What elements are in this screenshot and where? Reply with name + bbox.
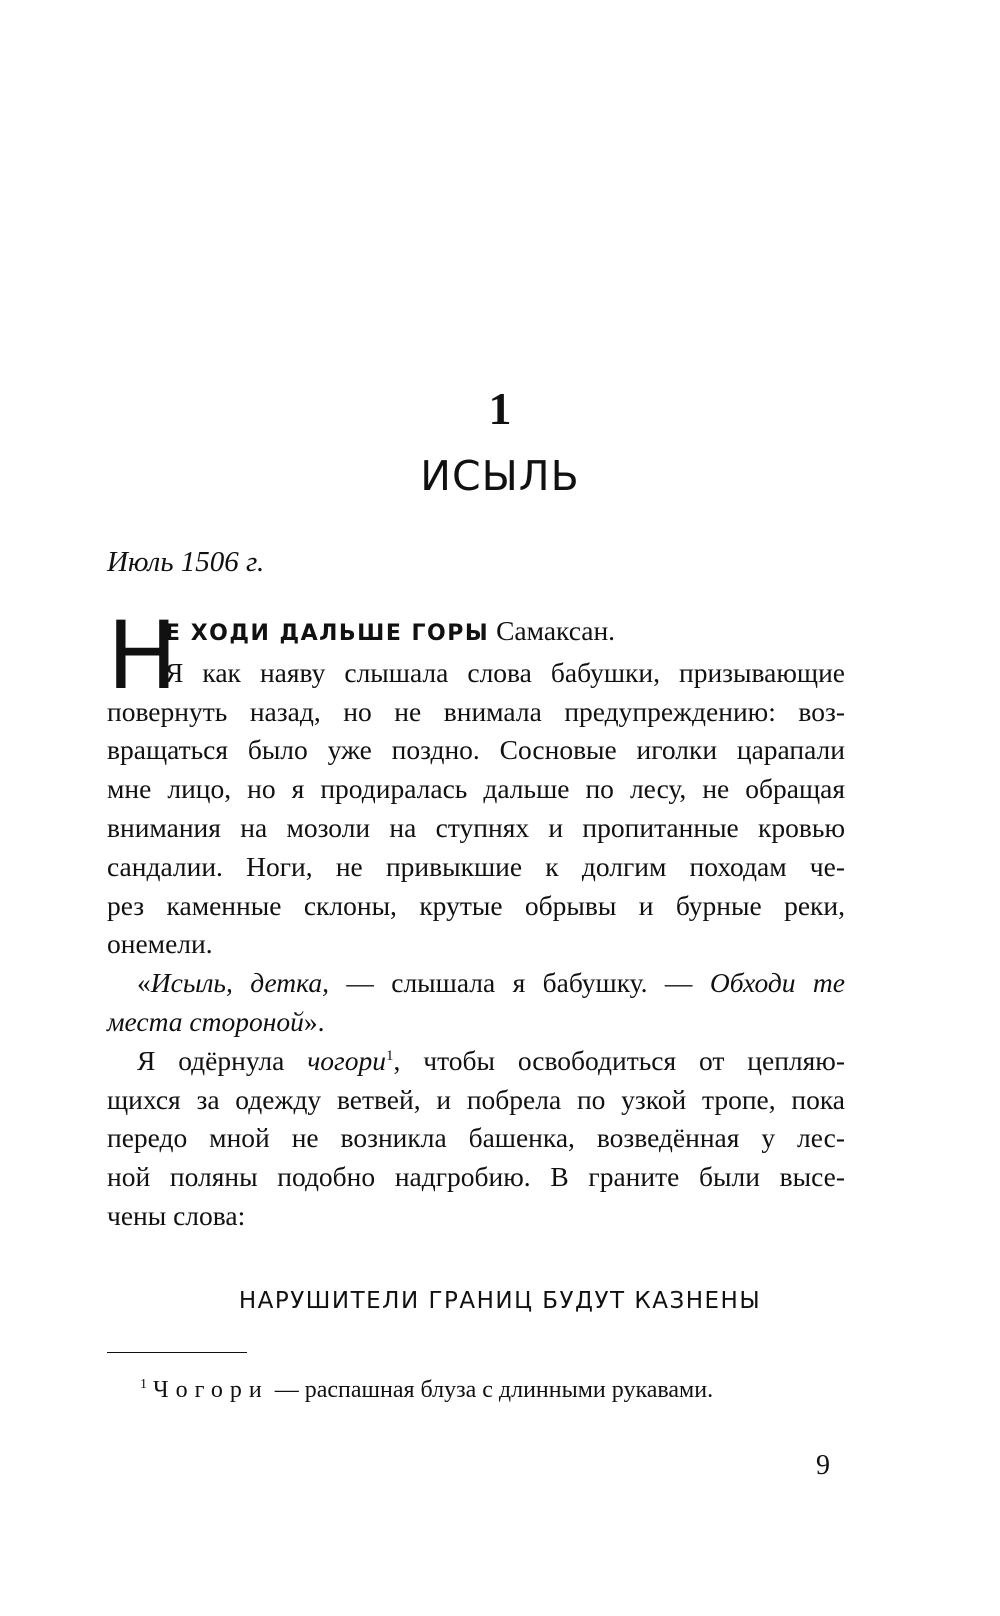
paragraph-3-line — [107, 1042, 845, 1081]
paragraph-2-line — [107, 1003, 845, 1042]
italic-speech: Исыль, детка, — [150, 967, 329, 999]
paragraph-3-start: Я одёрнула — [137, 1044, 308, 1076]
italic-speech: места стороной — [107, 1005, 304, 1037]
paragraph-1-line: внимания на мозоли на ступнях и пропитанные кровью — [107, 811, 845, 843]
italic-speech: Обходи те — [709, 967, 845, 999]
paragraph-3-line: передо мной не возникла башенка, возведённая у лес- — [107, 1122, 845, 1154]
paragraph-3-line: щихся за одежду ветвей, и побрела по узкой тропе, пока — [107, 1083, 845, 1115]
paragraph-1-line: мне лицо, но я продиралась дальше по лесу, не обращая — [107, 773, 845, 805]
chapter-number: 1 — [488, 383, 512, 434]
open-quote: « — [137, 967, 151, 999]
term-chogori: чогори — [307, 1044, 387, 1076]
paragraph-3-rest: , чтобы освободиться от цепляю- — [393, 1044, 845, 1076]
chapter-title: ИСЫЛЬ — [420, 452, 580, 500]
paragraph-1-line: Я как наяву слышала слова бабушки, призывающие — [165, 656, 845, 688]
paragraph-2-line — [107, 964, 845, 1003]
stone-inscription: НАРУШИТЕЛИ ГРАНИЦ БУДУТ КАЗНЕНЫ — [238, 1288, 762, 1314]
footnote-divider — [107, 1352, 247, 1353]
footnote-ref[interactable]: 1 — [386, 1047, 394, 1064]
footnote — [140, 1376, 713, 1405]
paragraph-3-line: чены слова: — [107, 1199, 246, 1231]
narration: — слышала я бабушку. — — [328, 967, 710, 999]
footnote-term: Чогори — [153, 1377, 269, 1403]
paragraph-1-line: рез каменные склоны, крутые обрывы и бурные реки, — [107, 889, 845, 921]
paragraph-1-line: вращаться было уже поздно. Сосновые иголки царапали — [107, 734, 845, 766]
chapter-dateline: Июль 1506 г. — [107, 546, 265, 578]
lead-line — [107, 612, 845, 654]
paragraph-1-line: сандалии. Ноги, не привыкшие к долгим походам че- — [107, 850, 845, 882]
paragraph-1-line: повернуть назад, но не внимала предупреждению: воз- — [107, 695, 845, 727]
paragraph-1-line: онемели. — [107, 928, 213, 960]
lead-rest: Самаксан. — [489, 615, 616, 646]
close-quote: ». — [303, 1005, 325, 1037]
footnote-text: — распашная блуза с длинными рукавами. — [268, 1377, 714, 1403]
page-number: 9 — [816, 1450, 830, 1481]
lead-smallcaps: Е ХОДИ ДАЛЬШЕ ГОРЫ — [165, 621, 490, 646]
chapter-body — [107, 602, 845, 1236]
drop-cap: Н — [107, 602, 178, 711]
paragraph-3-line: ной поляны подобно надгробию. В граните были высе- — [107, 1161, 845, 1193]
footnote-number: 1 — [140, 1377, 147, 1392]
